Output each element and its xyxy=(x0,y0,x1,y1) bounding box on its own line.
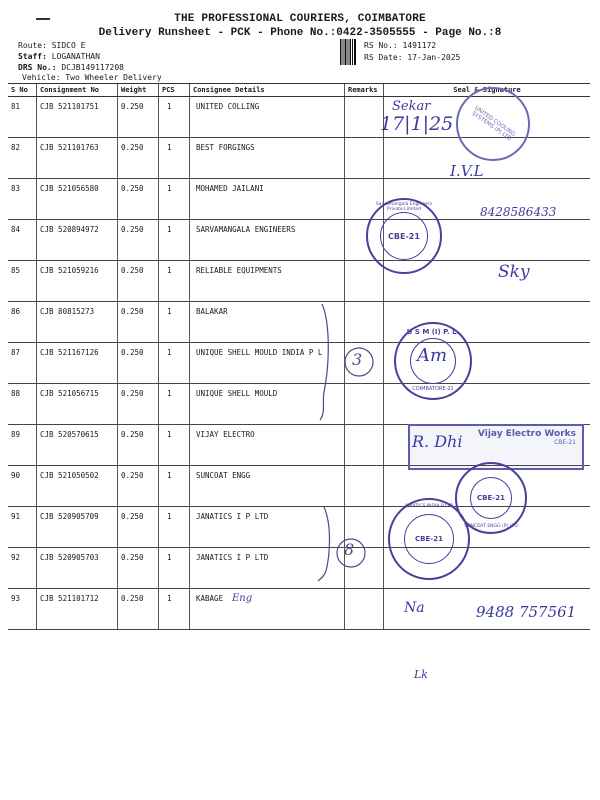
cell-consignment: CJB 521050502 xyxy=(37,466,118,507)
suncoat-stamp-ring: SUNCOAT ENGG (P) LTD xyxy=(464,524,518,529)
rs-number: RS No.: 1491172 xyxy=(364,41,437,50)
cell-pcs: 1 xyxy=(159,343,190,384)
bottom-initials: Lk xyxy=(414,668,428,681)
route-label: Route: SIDCO E xyxy=(18,41,86,50)
cell-consignment: CJB 80815273 xyxy=(37,302,118,343)
cell-consignee: JANATICS I P LTD xyxy=(190,507,345,548)
cell-consignee: UNIQUE SHELL MOULD xyxy=(190,384,345,425)
table-row xyxy=(8,343,590,384)
sarvamangala-stamp xyxy=(366,198,442,274)
table-row xyxy=(8,302,590,343)
cell-consignment: CJB 520905703 xyxy=(37,548,118,589)
table-row xyxy=(8,220,590,261)
cell-pcs: 1 xyxy=(159,589,190,630)
col-consignment-header: Consignment No xyxy=(37,84,118,97)
cell-consignee: VIJAY ELECTRO xyxy=(190,425,345,466)
cell-pcs: 1 xyxy=(159,220,190,261)
signature-82: I.V.L xyxy=(450,162,484,180)
cell-consignment: CJB 521101712 xyxy=(37,589,118,630)
table-row xyxy=(8,384,590,425)
cell-pcs: 1 xyxy=(159,384,190,425)
document-subtitle: Delivery Runsheet - PCK - Phone No.:0422-3505555 - Page No.:8 xyxy=(98,27,502,39)
col-remarks-header: Remarks xyxy=(345,84,384,97)
cell-sno: 93 xyxy=(8,589,37,630)
remarks-bracket-mark xyxy=(316,302,336,422)
staff-line xyxy=(18,51,100,62)
vehicle-label: Vehicle: Two Wheeler Delivery xyxy=(22,73,162,82)
cell-sno: 87 xyxy=(8,343,37,384)
cell-pcs: 1 xyxy=(159,179,190,220)
cell-consignment: CJB 521056715 xyxy=(37,384,118,425)
cell-consignment: CJB 521056580 xyxy=(37,179,118,220)
cell-consignee: UNIQUE SHELL MOULD INDIA P L xyxy=(190,343,345,384)
cell-consignee: JANATICS I P LTD xyxy=(190,548,345,589)
cell-remarks xyxy=(345,138,384,179)
mark-92: 8 xyxy=(344,540,355,559)
cell-sno: 92 xyxy=(8,548,37,589)
cell-consignee: SUNCOAT ENGG xyxy=(190,466,345,507)
sarvamangala-stamp-center: CBE-21 xyxy=(388,231,420,241)
cell-sno: 84 xyxy=(8,220,37,261)
cell-consignee: BALAKAR xyxy=(190,302,345,343)
staff-value: LOGANATHAN xyxy=(51,52,100,61)
cell-pcs: 1 xyxy=(159,507,190,548)
signature-89: R. Dhi xyxy=(412,432,463,451)
cell-pcs: 1 xyxy=(159,138,190,179)
col-details-header: Consignee Details xyxy=(190,84,345,97)
cell-weight: 0.250 xyxy=(118,302,159,343)
cell-weight: 0.250 xyxy=(118,220,159,261)
cell-consignment: CJB 520570615 xyxy=(37,425,118,466)
signature-85: Sky xyxy=(498,262,530,282)
usm-stamp-bottom: COIMBATORE-21 xyxy=(412,386,454,392)
cell-consignment: CJB 520894972 xyxy=(37,220,118,261)
suncoat-stamp-center: CBE-21 xyxy=(477,494,505,502)
drs-value: DCJB149117208 xyxy=(61,63,124,72)
cell-sno: 85 xyxy=(8,261,37,302)
cell-sno: 83 xyxy=(8,179,37,220)
janatics-stamp xyxy=(388,498,470,580)
cell-weight: 0.250 xyxy=(118,548,159,589)
cell-weight: 0.250 xyxy=(118,343,159,384)
table-row xyxy=(8,548,590,589)
vijay-stamp-sub: CBE-21 xyxy=(554,439,576,446)
cell-weight: 0.250 xyxy=(118,97,159,138)
cell-consignee: UNITED COLLING xyxy=(190,97,345,138)
cell-weight: 0.250 xyxy=(118,138,159,179)
staff-label: Staff: xyxy=(18,52,47,61)
col-pcs-header: PCS xyxy=(159,84,190,97)
col-weight-header: Weight xyxy=(118,84,159,97)
cell-sno: 90 xyxy=(8,466,37,507)
cell-pcs: 1 xyxy=(159,466,190,507)
usm-stamp-top: U S M (I) P. L. xyxy=(406,328,460,336)
col-sno-header: S No xyxy=(8,84,37,97)
cell-consignee: RELIABLE EQUIPMENTS xyxy=(190,261,345,302)
drs-label: DRS No.: xyxy=(18,63,57,72)
signature-81-date: 17|1|25 xyxy=(380,113,454,135)
cell-consignee: BEST FORGINGS xyxy=(190,138,345,179)
cell-weight: 0.250 xyxy=(118,589,159,630)
cell-pcs: 1 xyxy=(159,97,190,138)
janatics-stamp-ring: JANATICS INDIA P LTD xyxy=(404,504,454,509)
cell-pcs: 1 xyxy=(159,302,190,343)
cell-pcs: 1 xyxy=(159,425,190,466)
mark-87: 3 xyxy=(352,350,363,369)
janatics-stamp-center: CBE-21 xyxy=(415,535,443,543)
cell-remarks xyxy=(345,302,384,343)
cell-sno: 88 xyxy=(8,384,37,425)
cell-remarks xyxy=(345,466,384,507)
cell-remarks xyxy=(345,589,384,630)
signature-93: Na xyxy=(404,600,425,616)
cell-consignee: KABAGE xyxy=(190,589,345,630)
note-93: Eng xyxy=(232,593,253,604)
phone-93: 9488 757561 xyxy=(476,603,577,621)
rs-date: RS Date: 17-Jan-2025 xyxy=(364,53,461,62)
barcode-image xyxy=(340,39,357,65)
remarks-bracket-mark-2 xyxy=(316,505,338,585)
united-stamp-text: UNITED COOLING SYSTEMS (P) LTD xyxy=(470,105,517,143)
runsheet-table xyxy=(8,83,590,630)
cell-weight: 0.250 xyxy=(118,261,159,302)
cell-weight: 0.250 xyxy=(118,179,159,220)
cell-pcs: 1 xyxy=(159,548,190,589)
cell-weight: 0.250 xyxy=(118,425,159,466)
sarvamangala-stamp-ring: Sarvamangala Engineers Private Limited xyxy=(375,202,433,212)
cell-remarks xyxy=(345,425,384,466)
cell-remarks xyxy=(345,384,384,425)
signature-81-name: Sekar xyxy=(392,99,431,114)
cell-weight: 0.250 xyxy=(118,384,159,425)
cell-consignment: CJB 520905709 xyxy=(37,507,118,548)
document-title: THE PROFESSIONAL COURIERS, COIMBATORE xyxy=(174,13,426,25)
phone-84: 8428586433 xyxy=(480,205,557,219)
cell-sno: 89 xyxy=(8,425,37,466)
cell-sno: 82 xyxy=(8,138,37,179)
cell-consignment: CJB 521059216 xyxy=(37,261,118,302)
cell-weight: 0.250 xyxy=(118,507,159,548)
cell-weight: 0.250 xyxy=(118,466,159,507)
cell-consignment: CJB 521167126 xyxy=(37,343,118,384)
cell-remarks xyxy=(345,97,384,138)
cell-sno: 91 xyxy=(8,507,37,548)
signature-87: Am xyxy=(417,345,448,366)
cell-remarks xyxy=(345,261,384,302)
cell-consignment: CJB 521101751 xyxy=(37,97,118,138)
cell-consignment: CJB 521101763 xyxy=(37,138,118,179)
cell-sno: 81 xyxy=(8,97,37,138)
cell-pcs: 1 xyxy=(159,261,190,302)
cell-consignee: MOHAMED JAILANI xyxy=(190,179,345,220)
cell-consignee: SARVAMANGALA ENGINEERS xyxy=(190,220,345,261)
united-cooling-stamp xyxy=(456,87,530,161)
vijay-stamp-text: Vijay Electro Works xyxy=(477,429,576,439)
col-seal-header: Seal & Signature xyxy=(384,84,591,97)
cell-sno: 86 xyxy=(8,302,37,343)
